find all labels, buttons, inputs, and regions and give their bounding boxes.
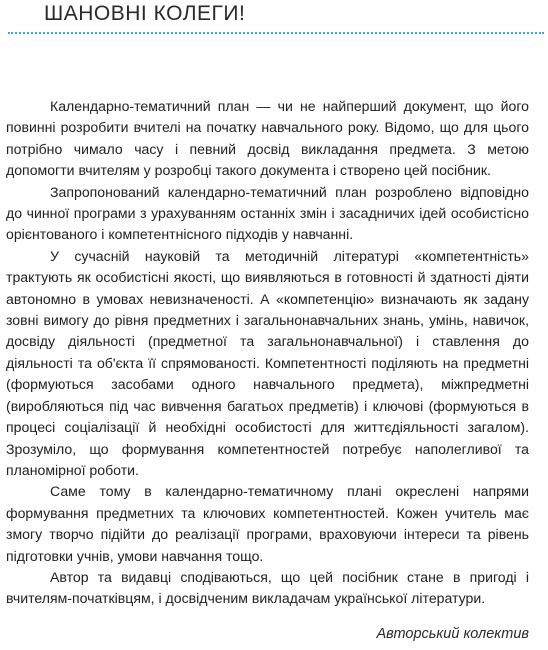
body-text: [6, 96, 529, 610]
paragraph-closing: Автор та видавці сподіваються, що цей посібник стане в пригоді і вчителям-початківцям, і досвідченим викладачам української літератури.: [6, 568, 529, 607]
page-heading: ШАНОВНІ КОЛЕГИ!: [44, 2, 246, 25]
paragraph-directions: Саме тому в календарно-тематичному плані окреслені напрями формування предметних та ключових компетентностей. Кожен учитель має змогу творчо підійти до реалізації програми, враховуючи інтереси та рівень підготовки учнів, умови навчання тощо.: [6, 483, 529, 564]
dotted-divider: [8, 32, 544, 34]
signature: Авторський колектив: [376, 626, 529, 642]
paragraph-intro: Календарно-тематичний план — чи не найперший документ, що його повинні розробити вчителі на початку навчального року. Відомо, що для цього потрібно чимало часу і певний досвід викладання предмета. З метою допомогти вчителям у розробці такого документа і створено цей посібник.: [6, 98, 529, 179]
paragraph-plan: Запропонований календарно-тематичний план розроблено відповідно до чинної програми з урахуванням останніх змін і засадничих ідей особистісно орієнтованого і компетентнісного підходів у навчанні.: [6, 183, 529, 243]
paragraph-competence: У сучасній науковій та методичній літературі «компетентність» трактують як особистісні якості, що виявляються в готовності й здатності діяти автономно в умовах невизначеності. А «компетенцію» визначають як задану зовні вимогу до рівня предметних і загальнонавчальних знань, умінь, навичок, досвіду діяльності (предметної та загальнонавчальної) і ставлення до діяльності та об'єкта її спрямованості. Компетентності поділяють на предметні (формуються засобами одного навчального предмета), міжпредметні (виробляються під час вивчення багатьох предметів) і ключові (формуються в процесі соціалізації й необхідні особистості для життєдіяльності загалом). Зрозуміло, що формування компетентностей потребує наполегливої та планомірної роботи.: [6, 247, 529, 478]
